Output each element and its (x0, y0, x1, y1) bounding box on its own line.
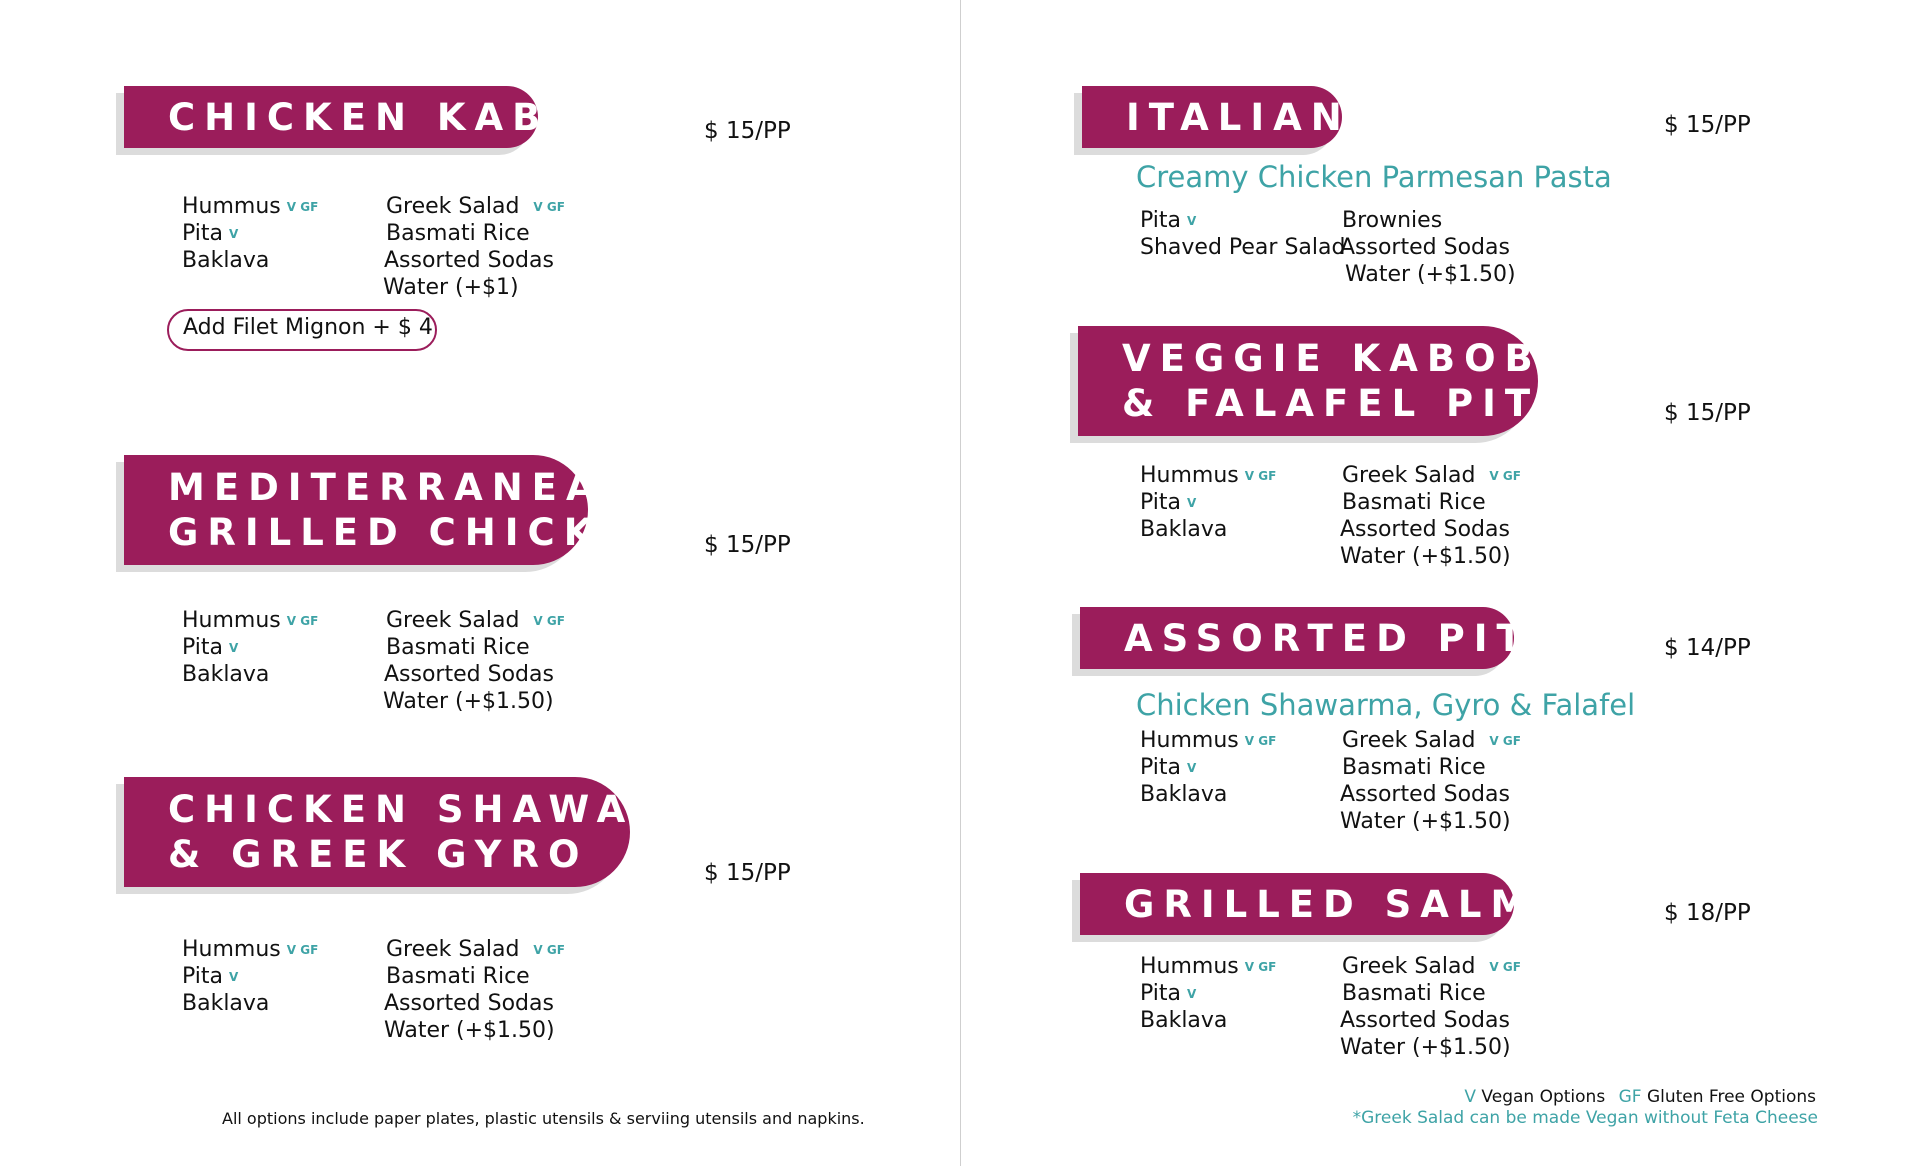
banner-title-line: CHICKEN KABOB (168, 95, 627, 139)
menu-item: Basmati Rice (1342, 981, 1486, 1006)
price-assorted-pitas: $ 14/PP (1664, 635, 1751, 661)
menu-item: Pita V (182, 635, 239, 660)
diet-tag: V GF (1489, 960, 1521, 974)
menu-item: Greek Salad V GF (386, 608, 565, 633)
diet-tag: V GF (1244, 469, 1277, 483)
banner-title-line: MEDITERRANEAN (168, 466, 644, 509)
menu-item: Assorted Sodas (1340, 517, 1510, 542)
menu-item: Assorted Sodas (384, 248, 554, 273)
diet-tag: V GF (533, 200, 565, 214)
diet-tag: V GF (1489, 734, 1521, 748)
price-italian: $ 15/PP (1664, 112, 1751, 138)
menu-item: Water (+$1.50) (1340, 544, 1511, 569)
menu-item: Basmati Rice (386, 964, 530, 989)
menu-item: Hummus V GF (182, 194, 319, 219)
menu-item: Basmati Rice (386, 635, 530, 660)
diet-tag: V (1187, 761, 1197, 775)
banner-title-line: ITALIAN (1126, 95, 1351, 139)
legend-gf-key: GF (1618, 1087, 1642, 1107)
menu-item: Pita V (1140, 981, 1197, 1006)
menu-item: Assorted Sodas (1340, 1008, 1510, 1033)
menu-item: Assorted Sodas (384, 991, 554, 1016)
price-veggie: $ 15/PP (1664, 400, 1751, 426)
menu-item: Hummus V GF (182, 937, 319, 962)
menu-item: Pita V (1140, 208, 1197, 233)
addon-filet-mignon: Add Filet Mignon + $ 4 (167, 309, 437, 351)
legend-v-text: Vegan Options (1476, 1087, 1606, 1107)
price-shawarma-gyro: $ 15/PP (704, 860, 791, 886)
menu-item: Water (+$1.50) (1345, 262, 1516, 287)
menu-item: Hummus V GF (1140, 954, 1277, 979)
diet-tag: V (1187, 987, 1197, 1001)
section-banner-veggie (1078, 326, 1610, 436)
menu-item: Pita V (1140, 490, 1197, 515)
section-subtitle-italian: Creamy Chicken Parmesan Pasta (1136, 160, 1612, 194)
menu-item: Water (+$1) (383, 275, 519, 300)
menu-item: Assorted Sodas (1340, 782, 1510, 807)
diet-tag: V GF (1244, 960, 1277, 974)
menu-item: Pita V (1140, 755, 1197, 780)
page-divider (960, 0, 961, 1166)
menu-item: Shaved Pear Salad (1140, 235, 1346, 260)
menu-item: Water (+$1.50) (1340, 809, 1511, 834)
section-banner-assorted-pitas (1080, 607, 1602, 669)
menu-item: Pita V (182, 964, 239, 989)
diet-tag: V GF (286, 200, 319, 214)
banner-title-line: ASSORTED PITAS (1124, 616, 1602, 660)
diet-tag: V GF (533, 614, 565, 628)
menu-item: Hummus V GF (182, 608, 319, 633)
menu-item: Baklava (1140, 1008, 1228, 1033)
menu-item: Basmati Rice (1342, 755, 1486, 780)
section-banner-mediterranean (124, 455, 676, 565)
menu-item: Baklava (1140, 517, 1228, 542)
menu-item: Greek Salad V GF (1342, 463, 1521, 488)
footer-note: All options include paper plates, plastic utensils & serviing utensils and napkins. (222, 1109, 865, 1128)
diet-tag: V GF (286, 943, 319, 957)
diet-legend (1464, 1087, 1816, 1107)
menu-item: Basmati Rice (1342, 490, 1486, 515)
menu-item: Pita V (182, 221, 239, 246)
diet-tag: V GF (533, 943, 565, 957)
diet-tag: V (229, 227, 239, 241)
banner-title-line: VEGGIE KABOBS (1122, 337, 1578, 380)
menu-item: Hummus V GF (1140, 463, 1277, 488)
menu-item: Greek Salad V GF (1342, 728, 1521, 753)
section-banner-chicken-kabob (124, 86, 627, 148)
menu-item: Baklava (182, 662, 270, 687)
banner-title-line: & GREEK GYRO (168, 833, 589, 876)
section-banner-salmon (1080, 873, 1617, 935)
menu-item: Baklava (1140, 782, 1228, 807)
menu-item: Greek Salad V GF (386, 194, 565, 219)
menu-item: Water (+$1.50) (1340, 1035, 1511, 1060)
price-mediterranean: $ 15/PP (704, 532, 791, 558)
menu-item: Greek Salad V GF (1342, 954, 1521, 979)
greek-salad-note: *Greek Salad can be made Vegan without Feta Cheese (1352, 1108, 1818, 1128)
diet-tag: V (229, 641, 239, 655)
menu-item: Greek Salad V GF (386, 937, 565, 962)
banner-title-line: CHICKEN SHAWARMA (168, 788, 756, 831)
menu-item: Baklava (182, 991, 270, 1016)
menu-item: Baklava (182, 248, 270, 273)
menu-item: Basmati Rice (386, 221, 530, 246)
section-banner-italian (1082, 86, 1351, 148)
menu-item: Water (+$1.50) (384, 1018, 555, 1043)
menu-item: Hummus V GF (1140, 728, 1277, 753)
diet-tag: V (229, 970, 239, 984)
diet-tag: V GF (286, 614, 319, 628)
price-salmon: $ 18/PP (1664, 900, 1751, 926)
section-subtitle-assorted-pitas: Chicken Shawarma, Gyro & Falafel (1136, 688, 1636, 722)
legend-v-key: V (1464, 1087, 1477, 1107)
diet-tag: V (1187, 214, 1197, 228)
banner-title-line: & FALAFEL PITAS (1122, 382, 1610, 425)
banner-title-line: GRILLED CHICKEN (168, 511, 676, 554)
diet-tag: V GF (1244, 734, 1277, 748)
diet-tag: V GF (1489, 469, 1521, 483)
menu-item: Assorted Sodas (1340, 235, 1510, 260)
menu-item: Brownies (1342, 208, 1443, 233)
menu-item: Water (+$1.50) (383, 689, 554, 714)
menu-item: Assorted Sodas (384, 662, 554, 687)
banner-title-line: GRILLED SALMON (1124, 882, 1617, 926)
price-chicken-kabob: $ 15/PP (704, 118, 791, 144)
legend-gf-text: Gluten Free Options (1641, 1087, 1816, 1107)
diet-tag: V (1187, 496, 1197, 510)
